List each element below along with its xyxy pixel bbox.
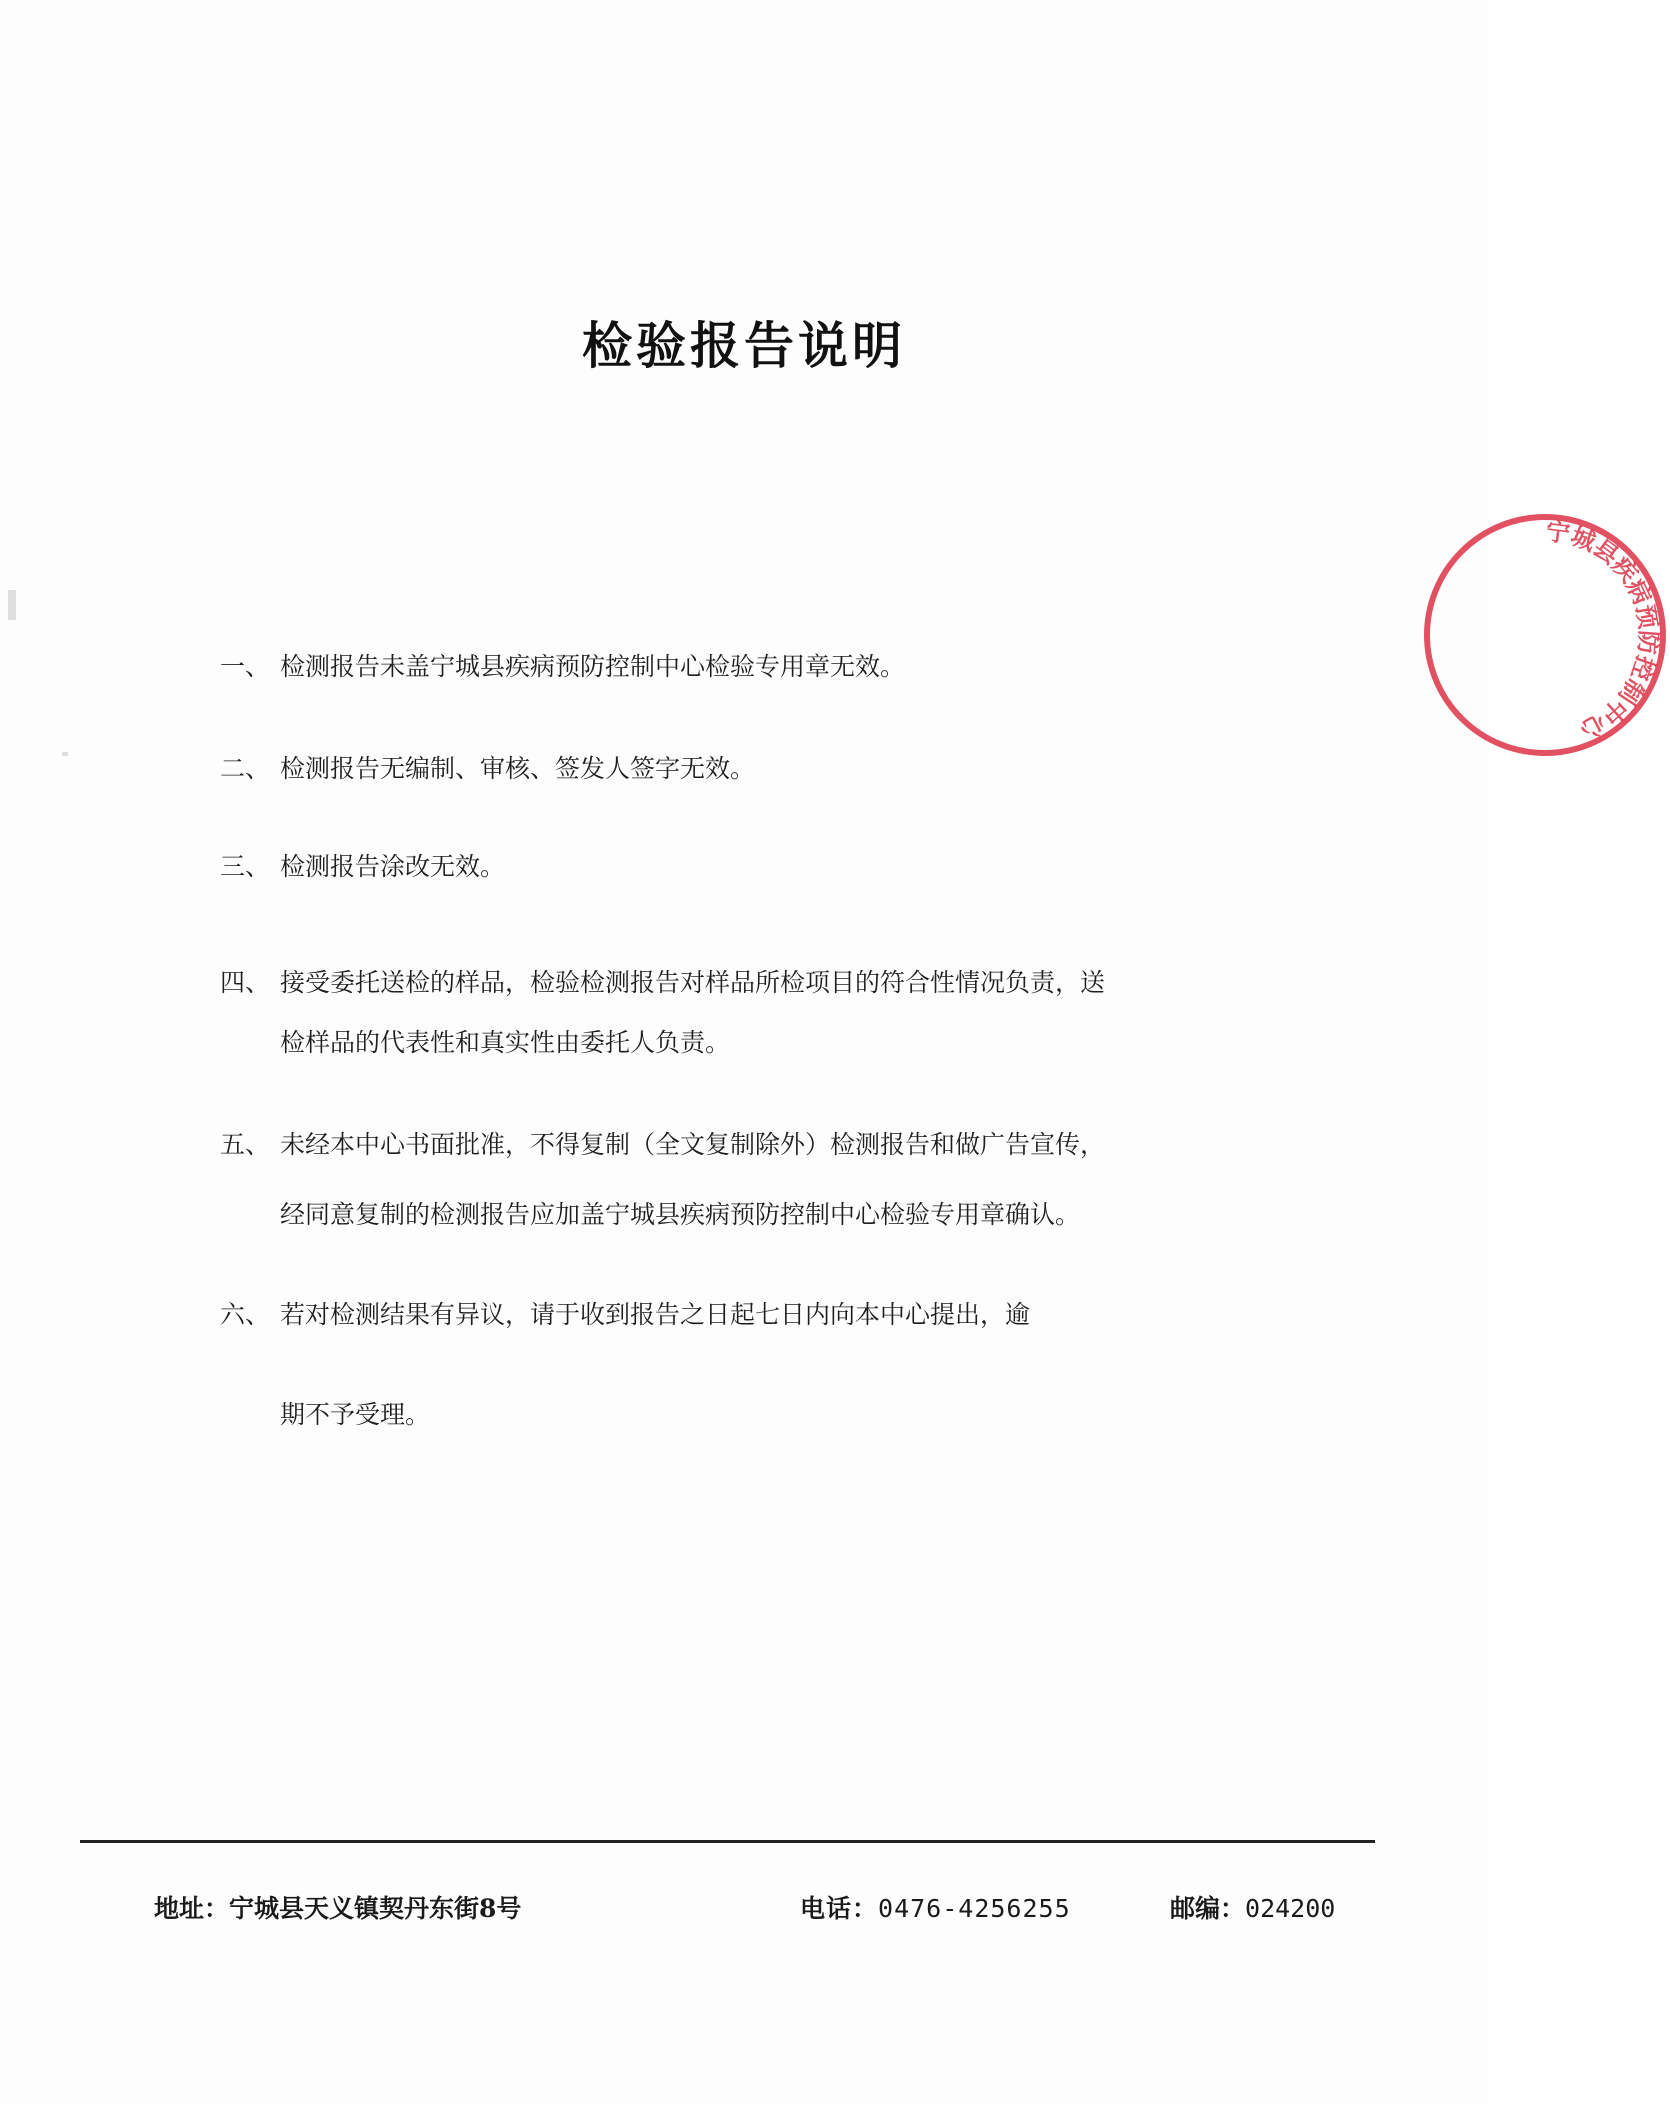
clause-3 (220, 852, 1320, 882)
clause-2 (220, 754, 1320, 784)
clause-continuation: 检样品的代表性和真实性由委托人负责。 (280, 1028, 731, 1057)
stamp-text: 宁城县疾病预防控制中心 (1544, 517, 1663, 745)
scan-artifact (8, 590, 16, 620)
clause-text: 接受委托送检的样品，检验检测报告对样品所检项目的符合性情况负责，送 (280, 968, 1106, 997)
clause-number: 二、 (220, 754, 271, 783)
scan-artifact (62, 752, 68, 756)
clause-1 (220, 652, 1320, 682)
clause-number: 五、 (220, 1130, 271, 1159)
clause-6 (220, 1300, 1320, 1430)
footer-zip (1170, 1889, 1335, 1925)
clause-text: 检测报告涂改无效。 (280, 852, 506, 881)
clause-5 (220, 1130, 1320, 1230)
zip-value: 024200 (1245, 1894, 1336, 1923)
phone-value: 0476-4256255 (878, 1894, 1071, 1923)
zip-label: 邮编： (1170, 1894, 1246, 1923)
clause-text: 若对检测结果有异议，请于收到报告之日起七日内向本中心提出，逾 (280, 1300, 1031, 1329)
clause-continuation: 期不予受理。 (280, 1400, 431, 1429)
address-value: 宁城县天义镇契丹东街8号 (229, 1894, 522, 1923)
phone-label: 电话： (800, 1894, 879, 1923)
clause-continuation: 经同意复制的检测报告应加盖宁城县疾病预防控制中心检验专用章确认。 (280, 1200, 1081, 1229)
clause-number: 六、 (220, 1300, 271, 1329)
clause-text: 检测报告未盖宁城县疾病预防控制中心检验专用章无效。 (280, 652, 906, 681)
svg-text:宁城县疾病预防控制中心 (1544, 517, 1662, 744)
official-stamp-seal (1420, 510, 1670, 760)
clause-text: 未经本中心书面批准，不得复制（全文复制除外）检测报告和做广告宣传， (280, 1130, 1106, 1159)
clause-number: 三、 (220, 852, 271, 881)
footer-phone (800, 1889, 1071, 1925)
clause-text: 检测报告无编制、审核、签发人签字无效。 (280, 754, 756, 783)
clause-number: 一、 (220, 652, 271, 681)
clause-number: 四、 (220, 968, 271, 997)
document-title: 检验报告说明 (582, 317, 906, 375)
address-label: 地址： (154, 1894, 230, 1923)
footer-divider (80, 1840, 1375, 1843)
footer-address (154, 1889, 521, 1925)
clause-4 (220, 968, 1320, 1058)
